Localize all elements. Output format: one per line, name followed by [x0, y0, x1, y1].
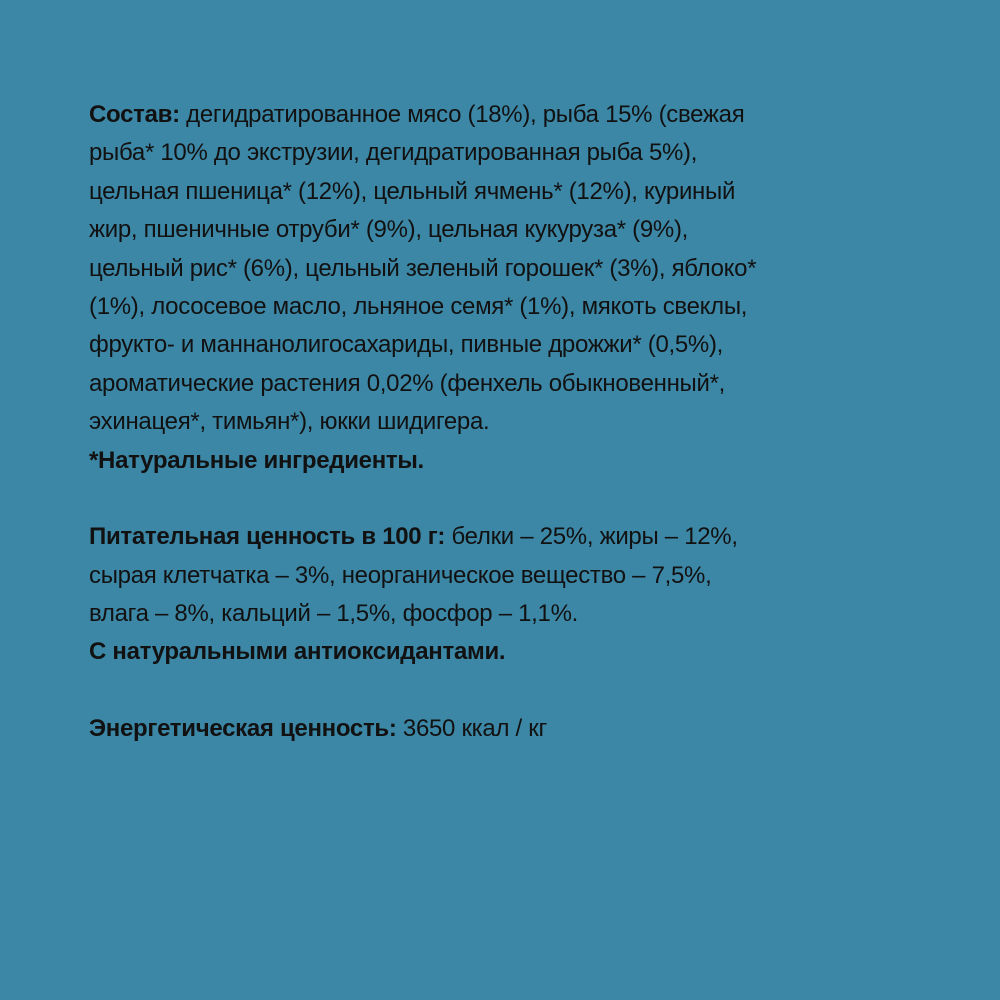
- composition-line: [89, 96, 969, 134]
- composition-note-line: [89, 442, 969, 480]
- nutrition-text: белки – 25%, жиры – 12%,: [445, 523, 738, 551]
- composition-label: Состав:: [89, 101, 180, 128]
- energy-value: 3650 ккал / кг: [396, 715, 547, 743]
- composition-line: фрукто- и маннанолигосахариды, пивные дрожжи* (0,5%),: [89, 331, 724, 359]
- composition-line: эхинацея*, тимьян*), юкки шидигера.: [89, 408, 490, 436]
- spacer: [89, 672, 969, 710]
- product-info-text: [89, 96, 969, 749]
- composition-line: рыба* 10% до экструзии, дегидратированная рыба 5%),: [89, 139, 698, 167]
- nutrition-line: сырая клетчатка – 3%, неорганическое вещество – 7,5%,: [89, 561, 712, 589]
- nutrition-line: [89, 518, 969, 556]
- composition-line: (1%), лососевое масло, льняное семя* (1%), мякоть свеклы,: [89, 292, 748, 320]
- composition-text: дегидратированное мясо (18%), рыба 15% (свежая: [179, 101, 745, 128]
- nutrition-label: Питательная ценность в 100 г:: [89, 523, 446, 551]
- composition-line: цельная пшеница* (12%), цельный ячмень* (12%), куриный: [89, 177, 736, 205]
- composition-line: жир, пшеничные отруби* (9%), цельная кукуруза* (9%),: [89, 216, 689, 244]
- spacer: [89, 480, 969, 518]
- composition-line: цельный рис* (6%), цельный зеленый горошек* (3%), яблоко*: [89, 254, 757, 282]
- nutrition-line: влага – 8%, кальций – 1,5%, фосфор – 1,1%.: [89, 600, 578, 628]
- nutrition-note: С натуральными антиоксидантами.: [89, 638, 506, 666]
- composition-note: *Натуральные ингредиенты.: [89, 446, 424, 474]
- nutrition-note-line: [89, 633, 969, 671]
- energy-label: Энергетическая ценность:: [89, 715, 397, 743]
- energy-line: [89, 710, 969, 748]
- composition-line: ароматические растения 0,02% (фенхель обыкновенный*,: [89, 369, 725, 397]
